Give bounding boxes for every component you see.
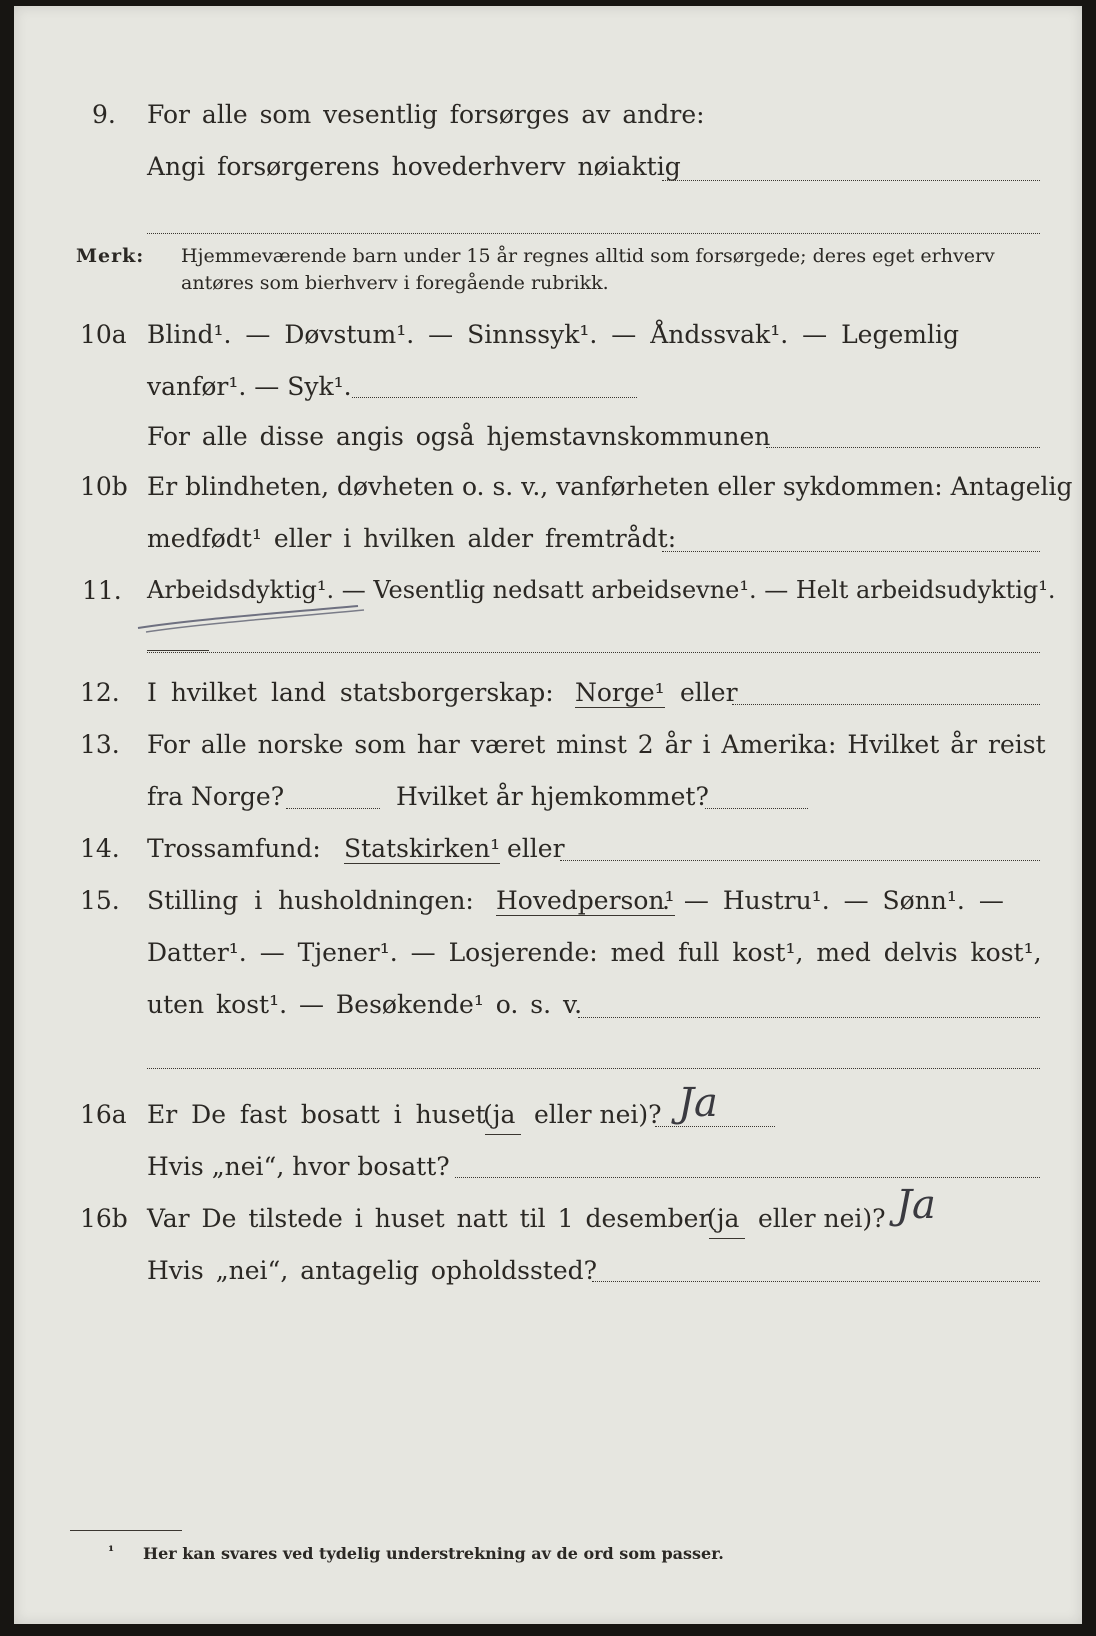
q14-religion-label: Trossamfund: (147, 834, 321, 863)
q14-option-statskirken[interactable]: Statskirken¹ (344, 834, 501, 863)
q15-option-hovedperson[interactable]: Hovedperson¹ (496, 886, 675, 915)
q9-provider-label: Angi forsørgerens hovederhverv nøiaktig (147, 152, 681, 181)
q16a-underline-mark (485, 1134, 521, 1135)
q10b-text-2: medfødt¹ eller i hvilken alder fremtrådt: (147, 524, 677, 553)
q14-number: 14. (80, 834, 120, 863)
q10a-home-municipality-field[interactable] (766, 447, 1040, 448)
q16b-stay-field[interactable] (592, 1281, 1040, 1282)
q16b-option-ja[interactable]: (ja (707, 1204, 740, 1233)
q10a-conditions-2: vanfør¹. — Syk¹. (147, 372, 352, 401)
q16b-underline-mark (709, 1238, 745, 1239)
q10a-sick-field[interactable] (352, 397, 637, 398)
q16a-answer-field[interactable] (655, 1126, 775, 1127)
footnote-mark: ¹ (108, 1544, 115, 1560)
q10a-number: 10a (80, 320, 127, 349)
q9-text: For alle som vesentlig forsørges av andre: (147, 100, 705, 129)
q10a-conditions: Blind¹. — Døvstum¹. — Sinnssyk¹. — Åndssvak¹. — Legemlig (147, 320, 959, 349)
footnote-text: Her kan svares ved tydelig understrekning av de ord som passer. (143, 1544, 724, 1563)
q15-options-3: uten kost¹. — Besøkende¹ o. s. v. (147, 990, 583, 1019)
q13-departure-field[interactable] (286, 808, 380, 809)
q16a-where-label: Hvis „nei“, hvor bosatt? (147, 1152, 450, 1181)
q16b-stay-label: Hvis „nei“, antagelig opholdssted? (147, 1256, 598, 1285)
q12-option-norge[interactable]: Norge¹ (575, 678, 665, 707)
q9-number: 9. (92, 100, 116, 129)
q16a-option-nei: eller nei)? (534, 1100, 662, 1129)
q13-return-label: Hvilket år hjemkommet? (396, 782, 709, 811)
q10a-home-municipality-label: For alle disse angis også hjemstavnskommunen (147, 422, 771, 451)
q13-return-field[interactable] (705, 808, 808, 809)
q12-other-country-field[interactable] (732, 704, 1040, 705)
q15-options-2: Datter¹. — Tjener¹. — Losjerende: med full kost¹, med delvis kost¹, (147, 938, 1042, 967)
q10b-number: 10b (80, 472, 128, 501)
q13-text: For alle norske som har været minst 2 år i Amerika: Hvilket år reist (147, 730, 1046, 759)
q14-or-label: eller (507, 834, 565, 863)
q16b-number: 16b (80, 1204, 128, 1233)
q12-or-label: eller (680, 678, 738, 707)
q9-provider-field-2[interactable] (147, 233, 1040, 234)
q16a-number: 16a (80, 1100, 127, 1129)
q11-field[interactable] (147, 652, 1040, 653)
q16a-where-field[interactable] (455, 1177, 1040, 1178)
q12-citizenship-label: I hvilket land statsborgerskap: (147, 678, 554, 707)
q16b-handwritten-answer: Ja (896, 1182, 936, 1228)
q11-work-capacity: Arbeidsdyktig¹. — Vesentlig nedsatt arbeidsevne¹. — Helt arbeidsudyktig¹. (147, 576, 1056, 604)
q10b-text: Er blindheten, døvheten o. s. v., vanførheten eller sykdommen: Antagelig (147, 472, 1073, 501)
q15-number: 15. (80, 886, 120, 915)
q13-departure-label: fra Norge? (147, 782, 285, 811)
q16b-present-label: Var De tilstede i huset natt til 1 desember (147, 1204, 711, 1233)
q15-other-field-2[interactable] (147, 1068, 1040, 1069)
q10b-age-field[interactable] (662, 551, 1040, 552)
q15-options-1: . — Hustru¹. — Sønn¹. — (662, 886, 1004, 915)
merk-text-1: Hjemmeværende barn under 15 år regnes alltid som forsørgede; deres eget erhverv (181, 245, 995, 267)
q15-household-label: Stilling i husholdningen: (147, 886, 474, 915)
q11-field-start (147, 650, 209, 651)
q16a-handwritten-answer: Ja (678, 1080, 718, 1126)
merk-label: Merk: (76, 245, 145, 267)
q11-pencil-mark-icon (128, 596, 368, 636)
footnote-rule (70, 1530, 182, 1531)
q11-number: 11. (82, 576, 122, 605)
q16a-option-ja[interactable]: (ja (483, 1100, 516, 1129)
q14-other-religion-field[interactable] (560, 860, 1040, 861)
merk-text-2: antøres som bierhverv i foregående rubrikk. (181, 272, 609, 294)
q16a-resident-label: Er De fast bosatt i huset (147, 1100, 486, 1129)
q13-number: 13. (80, 730, 120, 759)
q12-number: 12. (80, 678, 120, 707)
q15-other-field[interactable] (578, 1017, 1040, 1018)
q16b-option-nei: eller nei)? (758, 1204, 886, 1233)
q9-provider-field[interactable] (662, 180, 1040, 181)
